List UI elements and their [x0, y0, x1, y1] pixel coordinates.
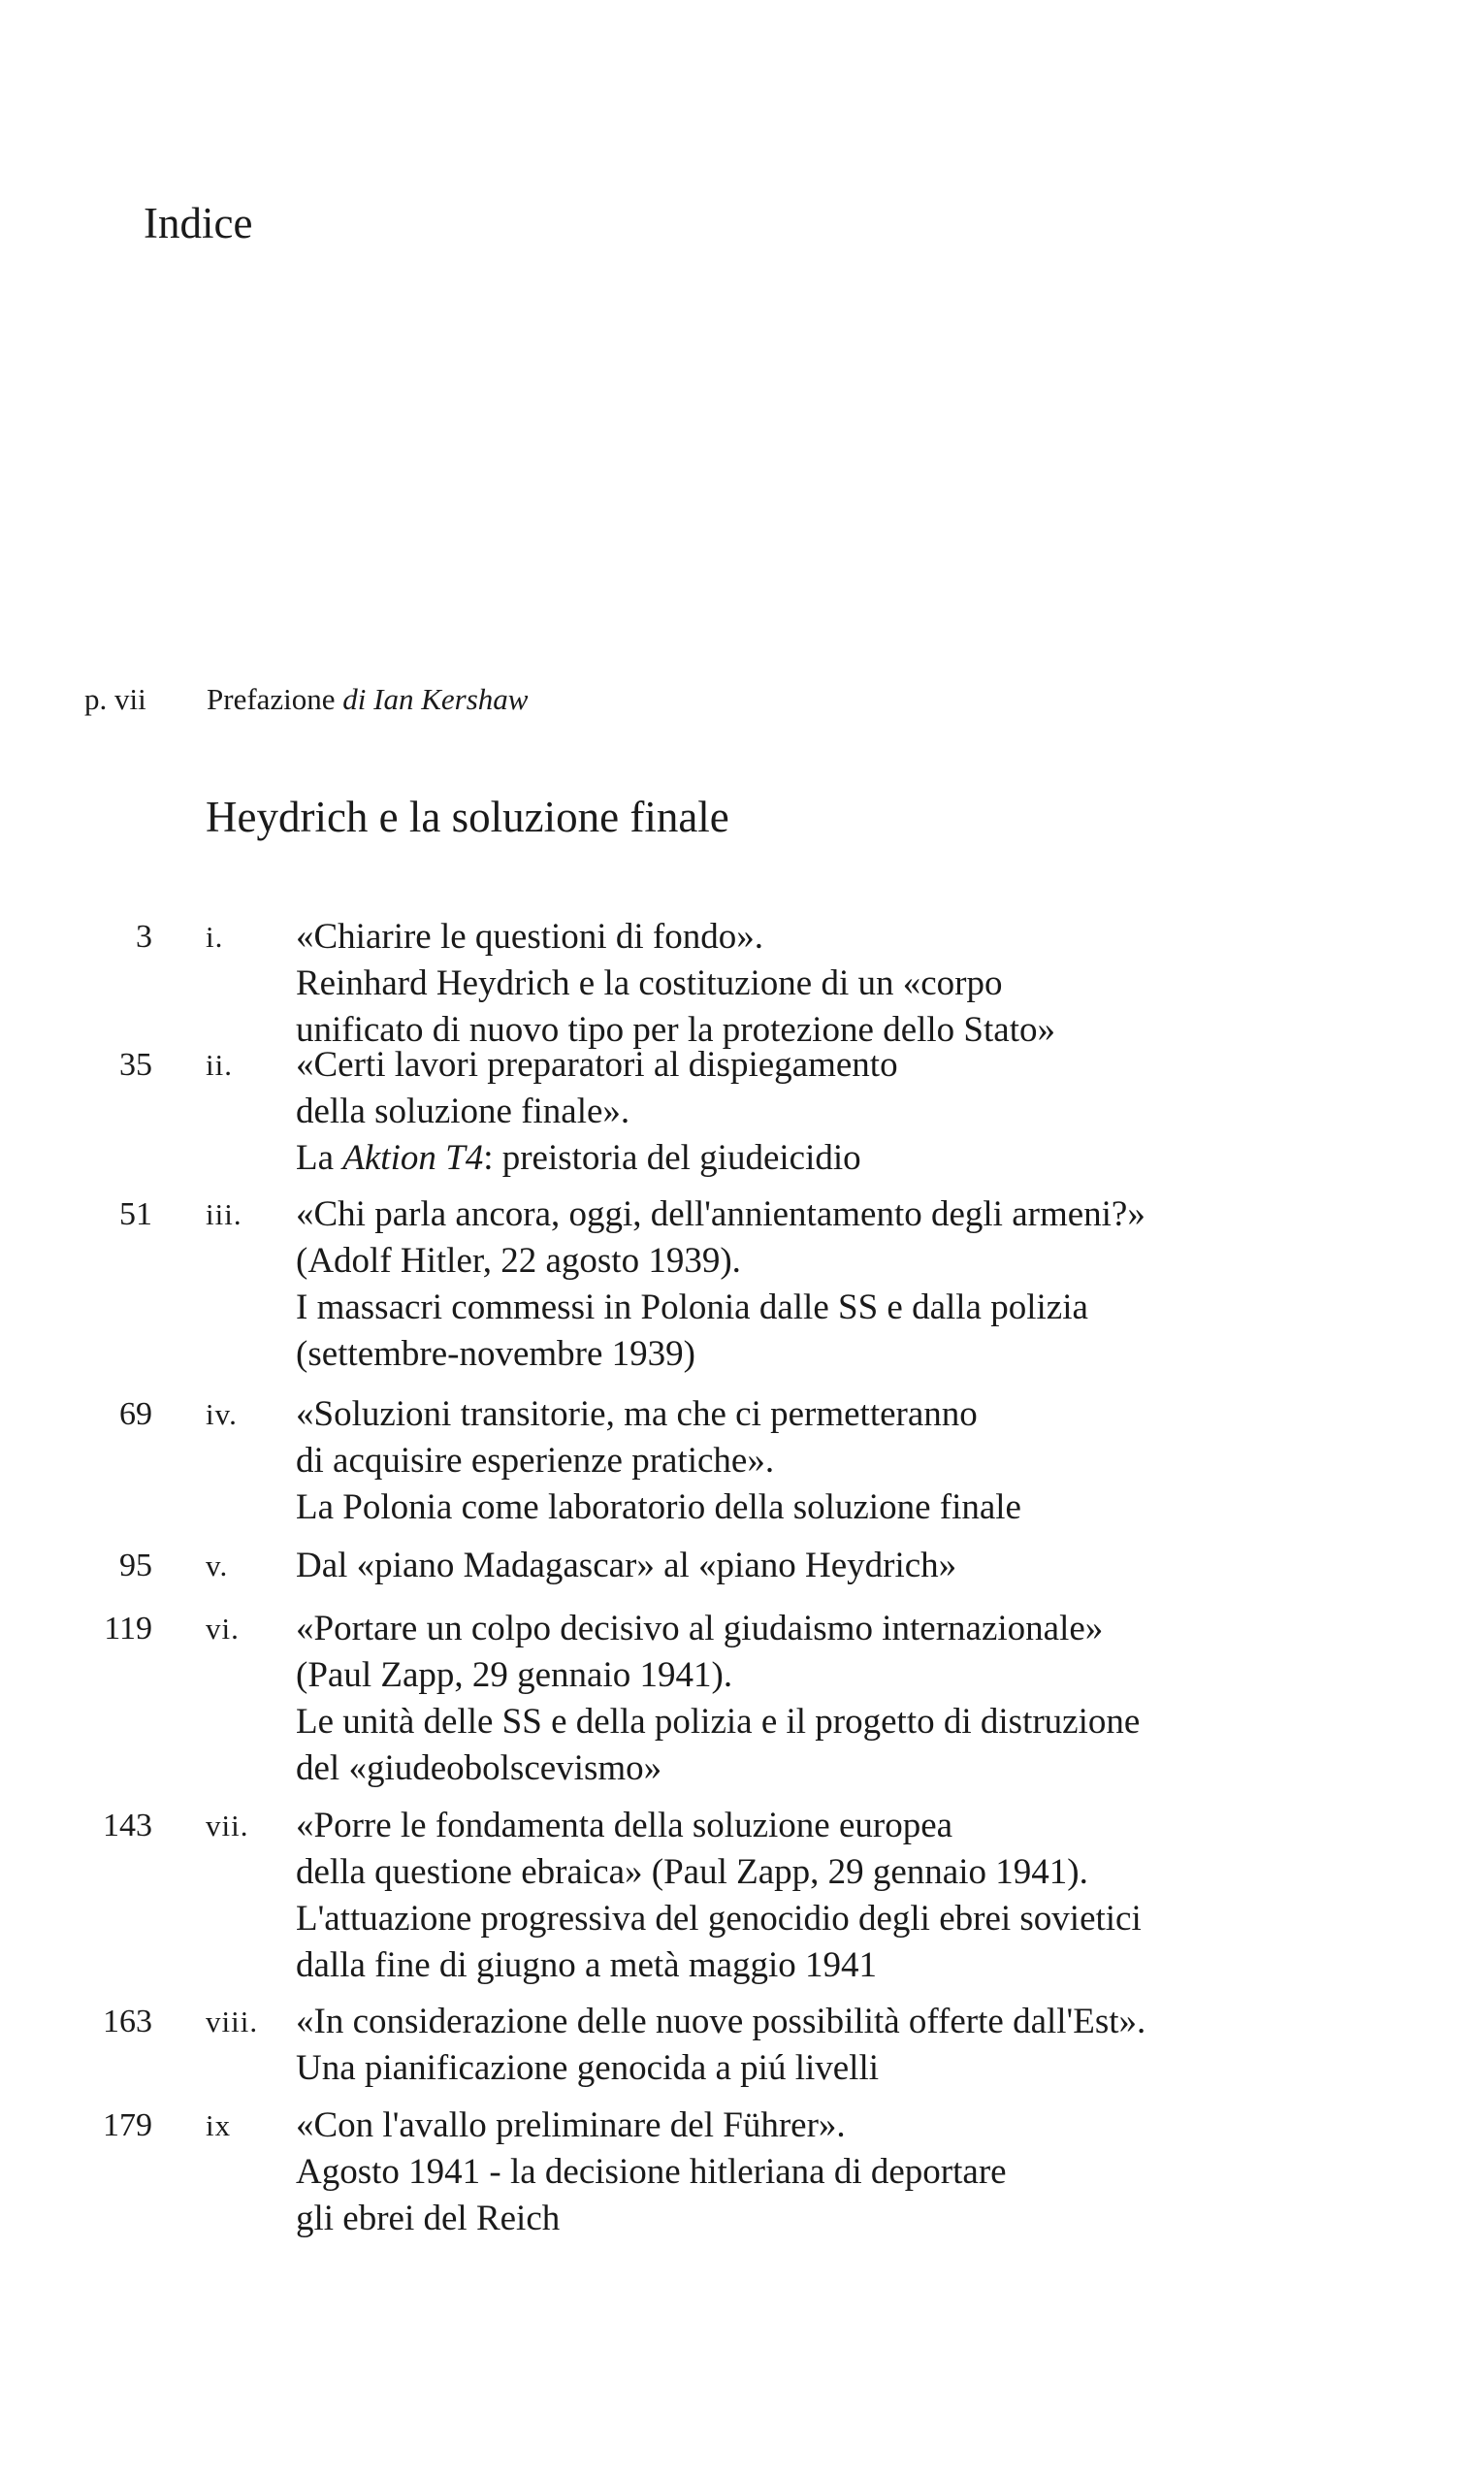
entry-title-line: «Chiarire le questioni di fondo». — [296, 917, 763, 957]
entry-title-line: della questione ebraica» (Paul Zapp, 29 gennaio 1941). — [296, 1852, 1088, 1892]
entry-chapter-number: ix — [206, 2108, 232, 2142]
entry-title-line: «Chi parla ancora, oggi, dell'annientamento degli armeni?» — [296, 1194, 1145, 1234]
preface-title: Prefazione — [207, 682, 336, 716]
preface-author: di Ian Kershaw — [342, 682, 529, 716]
entry-title — [296, 2103, 1411, 2242]
entry-title-line: (settembre-novembre 1939) — [296, 1334, 695, 1374]
entry-title-line: «Portare un colpo decisivo al giudaismo internazionale» — [296, 1609, 1104, 1648]
entry-title-line: del «giudeobolscevismo» — [296, 1748, 662, 1788]
entry-title-line: Agosto 1941 - la decisione hitleriana di deportare — [296, 2152, 1007, 2192]
entry-title — [296, 1803, 1411, 1989]
entry-title — [296, 1191, 1411, 1378]
entry-title-italic: Aktion T4 — [342, 1138, 484, 1178]
entry-page-number: 163 — [103, 2004, 152, 2039]
entry-title — [296, 1391, 1411, 1531]
entry-chapter-number: ii. — [206, 1048, 233, 1082]
entry-title-line: Dal «piano Madagascar» al «piano Heydrich» — [296, 1546, 957, 1585]
entry-page-number: 119 — [104, 1611, 152, 1647]
entry-page-number: 143 — [103, 1808, 152, 1843]
entry-page-number: 35 — [119, 1047, 152, 1083]
entry-title-line: Le unità delle SS e della polizia e il progetto di distruzione — [296, 1702, 1141, 1742]
entry-title — [296, 1042, 1411, 1182]
entry-title-fragment: La — [296, 1138, 343, 1178]
entry-title — [296, 914, 1411, 1054]
entry-title-line: L'attuazione progressiva del genocidio degli ebrei sovietici — [296, 1899, 1142, 1939]
entry-title-line: Una pianificazione genocida a piú livelli — [296, 2048, 880, 2088]
entry-title-line: «Soluzioni transitorie, ma che ci permetteranno — [296, 1394, 978, 1434]
entry-title-line: gli ebrei del Reich — [296, 2199, 561, 2238]
entry-page-number: 69 — [119, 1396, 152, 1432]
entry-title — [296, 1606, 1411, 1792]
entry-page-number: 179 — [103, 2107, 152, 2143]
entry-page-number: 3 — [136, 919, 152, 955]
entry-chapter-number: vii. — [206, 1809, 249, 1842]
entry-title-line: «Con l'avallo preliminare del Führer». — [296, 2105, 846, 2145]
page-title: Indice — [144, 199, 253, 247]
entry-title-line: (Adolf Hitler, 22 agosto 1939). — [296, 1241, 741, 1281]
entry-chapter-number: iii. — [206, 1197, 242, 1231]
entry-title — [296, 1543, 1411, 1589]
entry-title-line: della soluzione finale». — [296, 1092, 630, 1131]
entry-chapter-number: iv. — [206, 1397, 238, 1431]
entry-chapter-number: viii. — [206, 2005, 259, 2038]
entry-title-line: Reinhard Heydrich e la costituzione di un «corpo — [296, 963, 1003, 1003]
entry-title-line: «Porre le fondamenta della soluzione europea — [296, 1806, 953, 1845]
entry-chapter-number: vi. — [206, 1612, 240, 1646]
entry-title-line: di acquisire esperienze pratiche». — [296, 1441, 775, 1481]
entry-title-line: «In considerazione delle nuove possibilità offerte dall'Est». — [296, 2002, 1146, 2041]
preface-title-line — [207, 681, 528, 717]
entry-title-line: La Polonia come laboratorio della soluzione finale — [296, 1487, 1021, 1527]
entry-page-number: 51 — [119, 1196, 152, 1232]
section-title: Heydrich e la soluzione finale — [206, 793, 729, 841]
entry-title-line: (Paul Zapp, 29 gennaio 1941). — [296, 1655, 733, 1695]
preface-page-number: p. vii — [84, 682, 146, 716]
entry-title-line: dalla fine di giugno a metà maggio 1941 — [296, 1945, 878, 1985]
entry-chapter-number: i. — [206, 920, 224, 954]
entry-page-number: 95 — [119, 1548, 152, 1583]
entry-title — [296, 1999, 1411, 2092]
entry-title-line: unificato di nuovo tipo per la protezione dello Stato» — [296, 1010, 1055, 1050]
entry-title-line — [296, 1135, 1411, 1182]
entry-title-line: «Certi lavori preparatori al dispiegamento — [296, 1045, 898, 1085]
entry-chapter-number: v. — [206, 1549, 229, 1582]
entry-title-fragment: : preistoria del giudeicidio — [483, 1138, 861, 1178]
entry-title-line: I massacri commessi in Polonia dalle SS e dalla polizia — [296, 1288, 1088, 1327]
